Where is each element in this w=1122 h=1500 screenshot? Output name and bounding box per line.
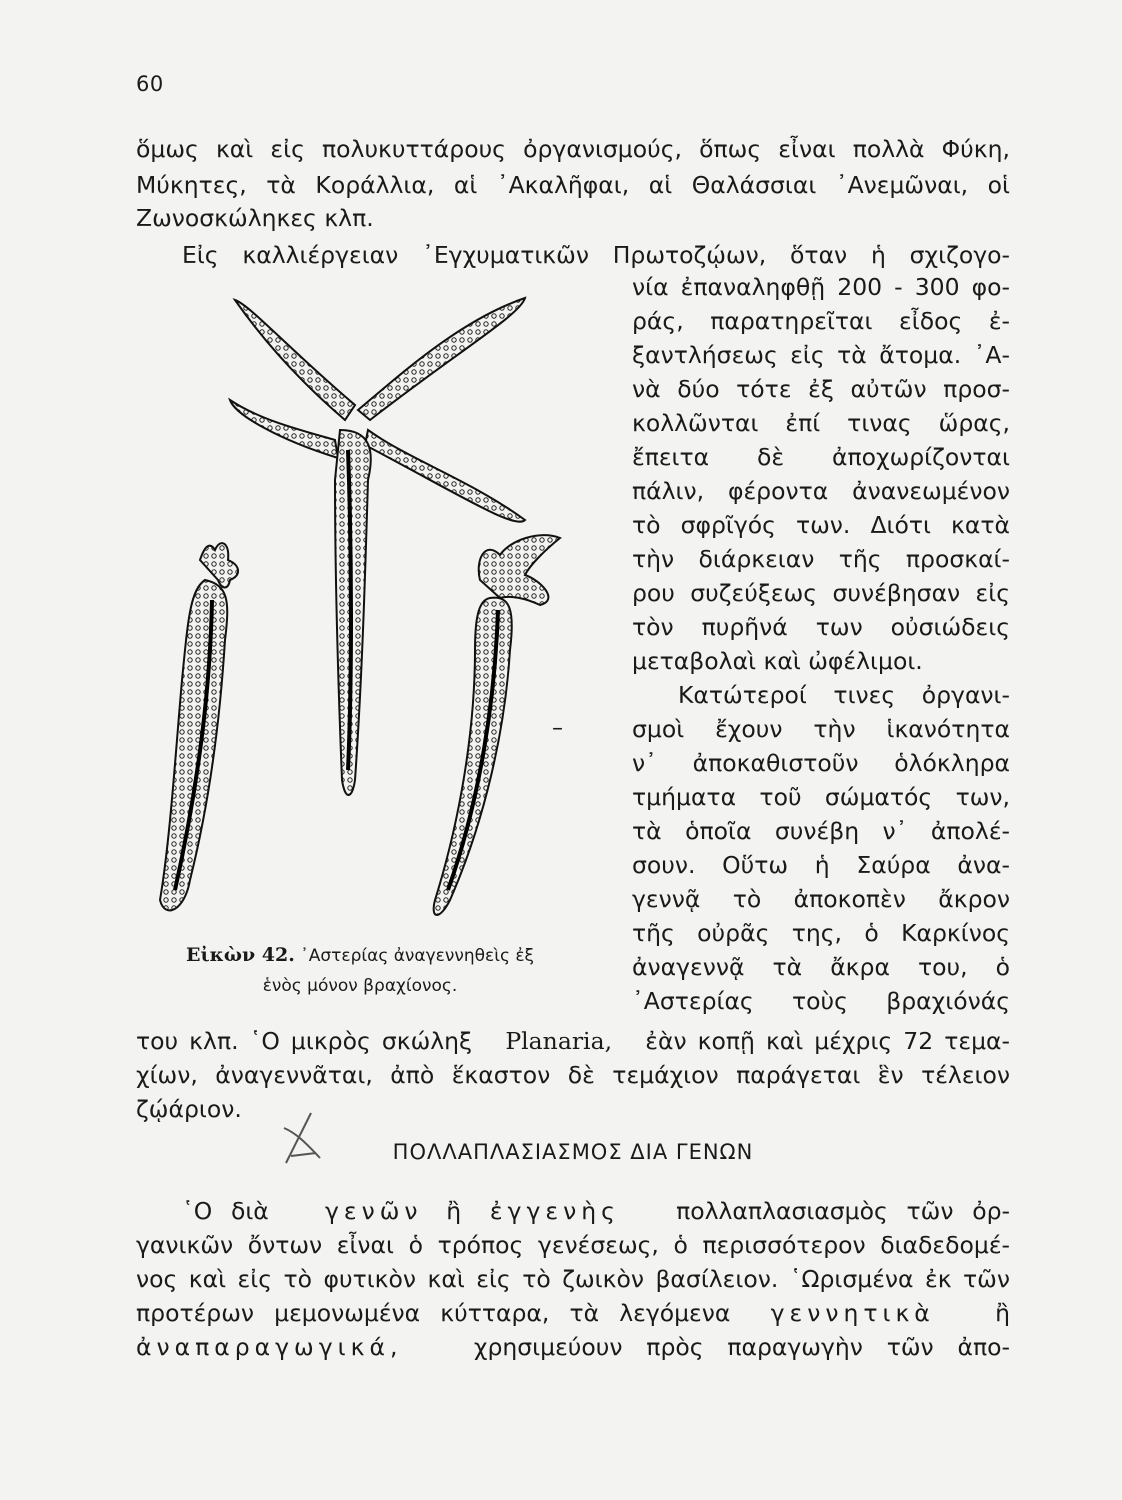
text-segment: προτέρων μεμονωμένα κύτταρα, τὰ λεγόμενα <box>136 1299 731 1327</box>
text-line: νία ἐπαναληφθῇ 200 - 300 φο- <box>632 273 1010 301</box>
text-line <box>136 1196 1010 1226</box>
text-line: Μύκητες, τὰ Κοράλλια, αἱ ᾿Ακαλῆφαι, αἱ Θαλάσσιαι ᾿Ανεμῶναι, οἱ <box>136 171 1010 199</box>
text-line: τὸν πυρῆνά των οὐσιώδεις <box>632 613 1010 641</box>
text-line: Κατώτεροί τινες ὀργανι- <box>678 681 1010 709</box>
starfish-right-icon <box>434 535 560 915</box>
text-line: τμήματα τοῦ σώματός των, <box>632 783 1010 811</box>
text-line <box>136 1332 1010 1362</box>
starfish-left-icon <box>160 543 238 910</box>
text-line: γεννᾷ τὸ ἀποκοπὲν ἄκρον <box>632 885 1010 913</box>
text-segment: πολλαπλασιασμὸς τῶν ὀρ- <box>676 1197 1010 1225</box>
emphasized-term: ἀναπαραγωγικά, <box>136 1333 403 1361</box>
text-line: ζῴάριον. <box>136 1095 242 1123</box>
text-line: μεταβολαὶ καὶ ὠφέλιμοι. <box>632 647 923 675</box>
text-line: χίων, ἀναγεννᾶται, ἀπὸ ἕκαστον δὲ τεμάχιον παράγεται ἓν τέλειον <box>136 1061 1010 1089</box>
text-segment: ἢ <box>995 1299 1010 1327</box>
text-line: ράς, παρατηρεῖται εἶδος ἐ- <box>632 307 1010 335</box>
text-line: νος καὶ εἰς τὸ φυτικὸν καὶ εἰς τὸ ζωικὸν βασίλειον. ῾Ωρισμένα ἐκ τῶν <box>136 1265 1010 1293</box>
text-line: τὴν διάρκειαν τῆς προσκαί- <box>632 545 1010 573</box>
text-line: ν᾿ ἀποκαθιστοῦν ὁλόκληρα <box>632 749 1010 777</box>
text-line: γανικῶν ὄντων εἶναι ὁ τρόπος γενέσεως, ὁ περισσότερον διαδεδομέ- <box>136 1231 1010 1259</box>
caption-text: ἑνὸς μόνον βραχίονος. <box>262 976 458 996</box>
text-line: ὅμως καὶ εἰς πολυκυττάρους ὀργανισμούς, ὅπως εἶναι πολλὰ Φύκη, <box>136 135 1010 163</box>
text-line: ξαντλήσεως εἰς τὰ ἄτομα. ᾿Α- <box>632 341 1010 369</box>
text-line: ρου συζεύξεως συνέβησαν εἰς <box>632 579 1010 607</box>
text-line: ᾿Αστερίας τοὺς βραχιόνάς <box>632 987 1010 1015</box>
emphasized-term: γεννητικὰ <box>770 1299 935 1327</box>
page-number: 60 <box>136 72 164 96</box>
text-line: κολλῶνται ἐπί τινας ὥρας, <box>632 409 1010 437</box>
text-line: Εἰς καλλιέργειαν ᾿Εγχυματικῶν Πρωτοζῴων, ὅταν ἡ σχιζογο- <box>182 241 1010 269</box>
text-line: νὰ δύο τότε ἐξ αὐτῶν προσ- <box>632 375 1010 403</box>
text-line <box>136 1026 1010 1056</box>
text-line: τὰ ὁποῖα συνέβη ν᾿ ἀπολέ- <box>632 817 1010 845</box>
caption-text: ᾿Αστερίας ἀναγεννηθεὶς ἐξ <box>300 946 535 966</box>
text-line: τὸ σφρῖγός των. Διότι κατὰ <box>632 511 1010 539</box>
figure-caption <box>150 940 570 1001</box>
starfish-figure <box>130 280 570 930</box>
text-segment: του κλπ. ῾Ο μικρὸς σκώληξ <box>136 1027 473 1055</box>
emphasized-term: γενῶν ἢ ἐγγενὴς <box>324 1197 620 1225</box>
text-line: πάλιν, φέροντα ἀνανεωμένον <box>632 477 1010 505</box>
text-line: σουν. Οὕτω ἡ Σαύρα ἀνα- <box>632 851 1010 879</box>
figure-label: Εἰκὼν 42. <box>185 944 295 966</box>
text-line: Ζωνοσκώληκες κλπ. <box>136 204 374 232</box>
text-segment: ἐὰν κοπῇ καὶ μέχρις 72 τεμα- <box>645 1027 1010 1055</box>
text-line: ἀναγεννᾷ τὰ ἄκρα του, ὁ <box>632 953 1010 981</box>
text-line <box>136 1298 1010 1328</box>
text-segment: ῾Ο διὰ <box>182 1197 269 1225</box>
text-segment: χρησιμεύουν πρὸς παραγωγὴν τῶν ἀπο- <box>473 1333 1010 1361</box>
text-line: σμοὶ ἔχουν τὴν ἱκανότητα <box>632 715 1010 743</box>
margin-dash: – <box>552 716 563 741</box>
genus-name: Planaria, <box>505 1027 613 1055</box>
text-line: τῆς οὐρᾶς της, ὁ Καρκίνος <box>632 919 1010 947</box>
text-line: ἔπειτα δὲ ἀποχωρίζονται <box>632 443 1010 471</box>
section-heading: ΠΟΛΛΑΠΛΑΣΙΑΣΜΟΣ ΔΙΑ ΓΕΝΩΝ <box>392 1140 754 1164</box>
